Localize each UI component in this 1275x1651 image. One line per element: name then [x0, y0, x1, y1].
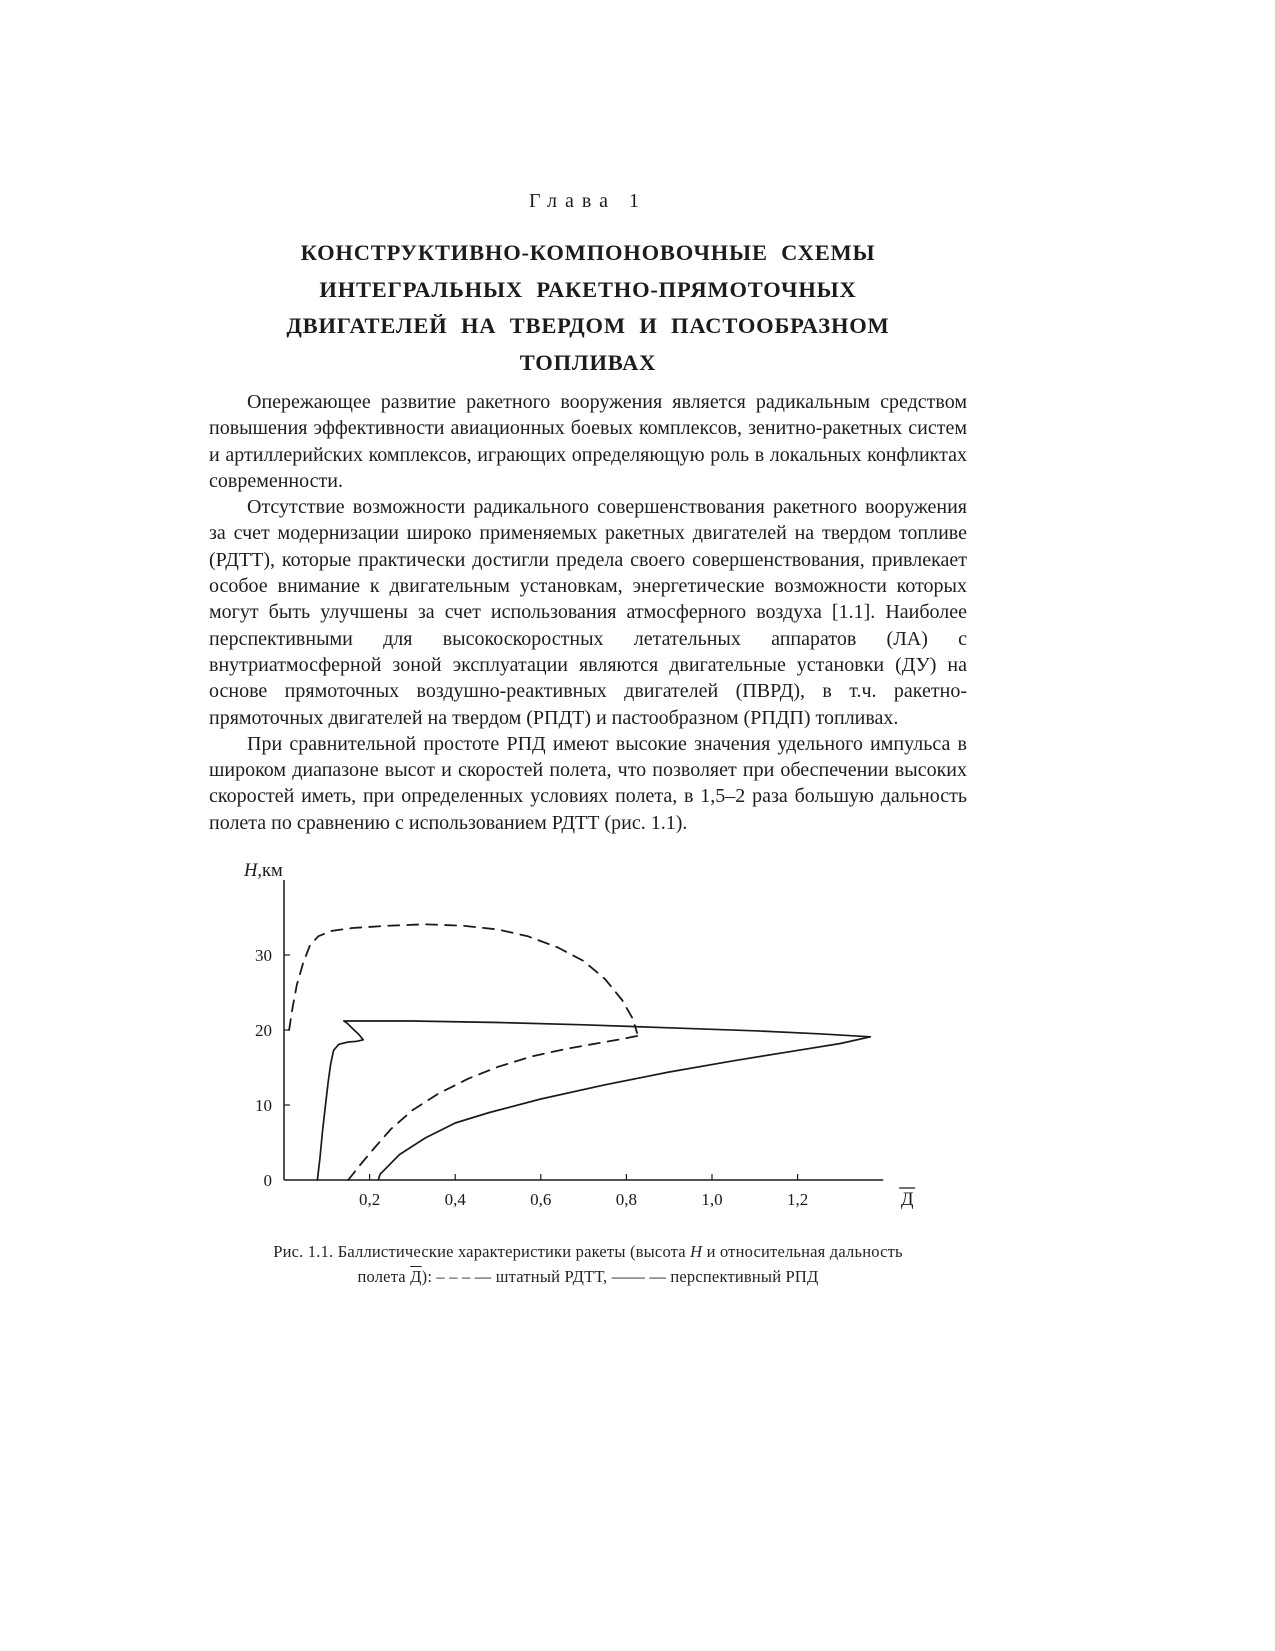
- chapter-title-line: КОНСТРУКТИВНО-КОМПОНОВОЧНЫЕ СХЕМЫ: [300, 240, 876, 265]
- figure-caption-label: Рис. 1.1.: [273, 1242, 334, 1262]
- svg-text:1,2: 1,2: [786, 1190, 809, 1210]
- chart-wrap: [209, 862, 967, 1219]
- body-text: [209, 389, 967, 836]
- figure-caption-text: ): – – – — штатный РДТТ, —— — перспективный РПД: [421, 1267, 819, 1287]
- svg-text:0,6: 0,6: [530, 1190, 552, 1210]
- paragraph: Опережающее развитие ракетного вооружения является радикальным средством повышения эффективности авиационных боевых комплексов, зенитно-ракетных систем и артиллерийских комплексов, играющих определяющую роль в локальных конфликтах современности.: [209, 391, 967, 492]
- chapter-title-line: ИНТЕГРАЛЬНЫХ РАКЕТНО-ПРЯМОТОЧНЫХ: [319, 276, 857, 302]
- page-content: [209, 0, 967, 1289]
- svg-text:10: 10: [255, 1096, 272, 1116]
- svg-text:0,4: 0,4: [444, 1190, 466, 1210]
- figure-caption-text: и относительная дальность: [706, 1242, 903, 1262]
- figure-caption: [209, 1239, 967, 1289]
- paragraph: При сравнительной простоте РПД имеют высокие значения удельного импульса в широком диапазоне высот и скоростей полета, что позволяет при обеспечении высоких скоростей иметь, при определенных условиях полета, в 1,5–2 раза большую дальность полета по сравнению с использованием РДТТ (рис. 1.1).: [209, 732, 967, 834]
- figure-1-1: [209, 862, 967, 1289]
- chapter-title-line: ТОПЛИВАХ: [519, 349, 657, 375]
- svg-text:0,8: 0,8: [615, 1190, 638, 1210]
- figure-caption-text: полета: [357, 1267, 406, 1287]
- figure-caption-d-symbol: Д: [410, 1267, 422, 1287]
- svg-text:20: 20: [255, 1021, 272, 1041]
- ballistic-chart-svg: [209, 862, 929, 1214]
- svg-text:30: 30: [255, 946, 272, 966]
- chapter-heading: Глава 1: [529, 190, 647, 212]
- figure-caption-h-symbol: Н: [690, 1242, 703, 1262]
- svg-text:Н,км: Н,км: [244, 862, 283, 882]
- figure-caption-text: Баллистические характеристики ракеты (высота: [337, 1242, 686, 1262]
- paragraph: Отсутствие возможности радикального совершенствования ракетного вооружения за счет модернизации широко применяемых ракетных двигателей на твердом топливе (РДТТ), которые практически достигли предела своего совершенствования, привлекает особое внимание к двигательным установкам, энергетические возможности которых могут быть улучшены за счет использования атмосферного воздуха [1.1]. Наиболее перспективными для высокоскоростных летательных аппаратов (ЛА) с внутриатмосферной зоной эксплуатации являются двигательные установки (ДУ) на основе прямоточных воздушно-реактивных двигателей (ПВРД), в т.ч. ракетно-прямоточных двигателей на твердом (РПДТ) и пастообразном (РПДП) топливах.: [209, 496, 967, 729]
- svg-text:0: 0: [263, 1171, 272, 1191]
- svg-text:Д: Д: [900, 1190, 914, 1211]
- chapter-title: [209, 235, 967, 381]
- svg-text:0,2: 0,2: [358, 1190, 381, 1210]
- svg-text:1,0: 1,0: [701, 1190, 723, 1210]
- chapter-title-line: ДВИГАТЕЛЕЙ НА ТВЕРДОМ И ПАСТООБРАЗНОМ: [286, 313, 890, 338]
